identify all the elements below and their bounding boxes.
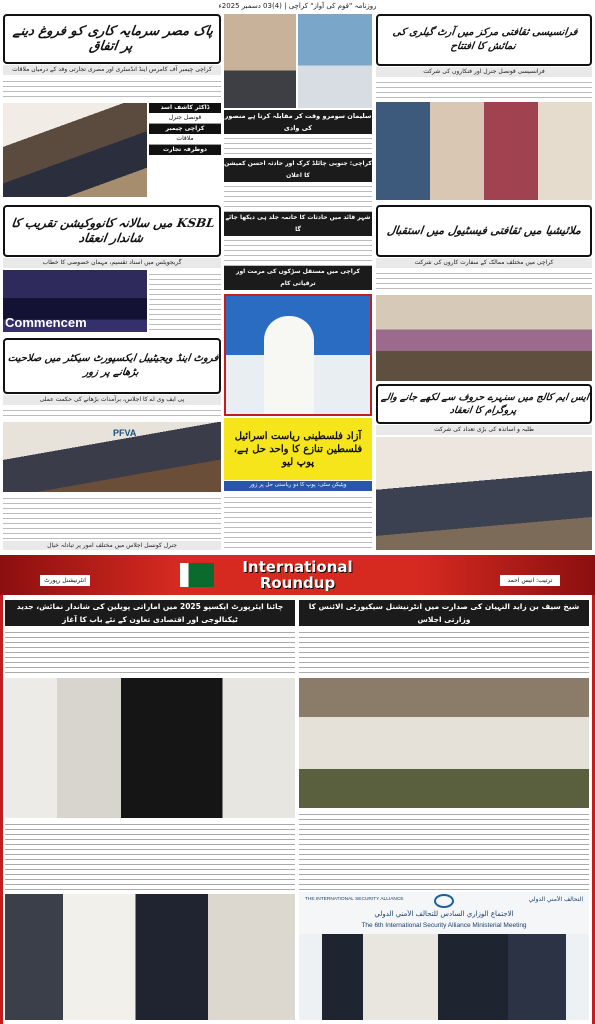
headline-text: آزاد فلسطینی ریاست اسرائیل فلسطین تنازع کا واحد حل ہے، پوپ لیو	[233, 430, 363, 468]
subline-bottom-left: جنرل کونسل اجلاس میں مختلف امور پر تبادلہ خیال	[3, 541, 221, 550]
sidebar-pakistan-egypt	[149, 103, 221, 197]
photo-pfva-meeting	[3, 422, 221, 492]
sidebar-item: کراچی چیمبر	[149, 124, 221, 134]
profile-line: کراچی میں مستقل سڑکوں کی مرمت اور ترقیاتی کام	[224, 266, 372, 290]
photo-expo-group	[5, 894, 295, 1020]
roundup-title-line2: Roundup	[259, 576, 336, 591]
body-french	[376, 78, 592, 100]
alliance-org-name: THE INTERNATIONAL SECURITY ALLIANCE	[305, 897, 404, 902]
sidebar-item: ملاقات	[149, 134, 221, 145]
headline-text: ملائیشیا میں ثقافتی فیسٹیول میں استقبال	[386, 224, 582, 237]
photo-portrait-left	[224, 14, 296, 108]
body-ksbl	[149, 270, 221, 332]
headline-pakistan-egypt	[3, 14, 221, 64]
headline-text: فرانسیسی ثقافتی مرکز میں آرٹ گیلری کی نمائش کا افتتاح	[391, 27, 579, 52]
body-security-alliance	[299, 628, 589, 676]
photo-expo-delegation	[5, 678, 295, 818]
profile-line: کراچی: جنوبی چائلڈ کرک اور حادثہ احسن کمیشن کا اعلان	[224, 158, 372, 182]
body-pakistan-egypt	[3, 77, 221, 101]
roundup-left-divider	[0, 595, 3, 1024]
pope-figure	[264, 316, 314, 416]
alliance-logo-icon	[434, 894, 454, 908]
headline-ksbl	[3, 205, 221, 257]
headline-text: KSBL میں سالانہ کانووکیشن تقریب کا شاندار انعقاد	[10, 216, 216, 245]
sidebar-item: دوطرفہ تجارت	[149, 145, 221, 155]
roundup-tag-left: انٹرنیشنل رپورٹ	[40, 575, 90, 586]
headline-text: ایس ایم کالج میں سنہرے حروف سے لکھے جانے والے پروگرام کا انعقاد	[380, 392, 590, 416]
subline-ism: طلبہ و اساتذہ کی بڑی تعداد کی شرکت	[376, 425, 592, 435]
photo-alliance-group	[299, 892, 589, 1020]
subline-french: فرانسیسی قونصل جنرل اور فنکاروں کی شرکت	[376, 67, 592, 77]
photo-ism	[376, 437, 592, 550]
alliance-event-title: The 6th International Security Alliance Ministerial Meeting	[361, 922, 527, 929]
alliance-delegates	[299, 934, 589, 1020]
profile-body	[224, 134, 372, 158]
photo-convocation	[3, 270, 147, 332]
headline-festival	[376, 205, 592, 257]
body-pfva	[3, 406, 221, 420]
profile-body	[224, 182, 372, 212]
convocation-banner-text: Commencem	[5, 315, 87, 330]
body-pope	[224, 493, 372, 550]
photo-security-meeting	[299, 678, 589, 808]
profile-line: سلیمان سومرو وقت کر مقابلہ کرتا ہے منصور کی وادی	[224, 112, 372, 132]
subline-pope: ویٹیکن سٹی: پوپ کا دو ریاستی حل پر زور	[224, 481, 372, 491]
headline-text: فروٹ اینڈ ویجیٹیبل ایکسپورٹ سیکٹر میں صلاحیت بڑھانے پر زور	[7, 353, 219, 378]
headline-airport-expo: چائنا ایئرپورٹ ایکسپو 2025 میں اماراتی پویلین کی شاندار نمائش، جدید ٹیکنالوجی اور اقتصادی تعاون کے نئے باب کا آغاز	[5, 600, 295, 626]
body-security-columns	[299, 810, 589, 890]
headline-pope	[224, 418, 372, 480]
photo-portrait-right	[298, 14, 372, 108]
roundup-tag-right: ترتیب: انیس احمد	[500, 575, 560, 586]
sidebar-item: ڈاکٹر کاشف اسد	[149, 103, 221, 113]
body-airport-expo	[5, 628, 295, 676]
body-expo-columns	[5, 820, 295, 892]
roundup-banner	[0, 555, 595, 595]
roundup-title-line1: International	[242, 560, 353, 575]
masthead: روزنامہ "قوم کی آواز" کراچی | (4)03 دسمبر 2025ء	[218, 2, 377, 10]
headline-security-alliance: شیخ سیف بن زاید النہیان کی صدارت میں انٹرنیشنل سیکیورٹی الائنس کا وزارتی اجلاس	[299, 600, 589, 626]
headline-french	[376, 14, 592, 66]
photo-pope	[224, 294, 372, 416]
photo-gallery	[376, 102, 592, 200]
alliance-event-arabic: الاجتماع الوزاري السادس للتحالف الأمني الدولي	[374, 910, 514, 918]
headline-ism	[376, 384, 592, 424]
headline-pfva	[3, 338, 221, 394]
subline-pfva: پی ایف وی اے کا اجلاس، برآمدات بڑھانے کی حکمت عملی	[3, 395, 221, 405]
profiles-column	[224, 110, 372, 290]
body-festival	[376, 269, 592, 293]
headline-text: پاک مصر سرمایہ کاری کو فروغ دینے پر اتفاق	[12, 24, 215, 54]
subline-ksbl: گریجویٹس میں اسناد تقسیم، مہمان خصوصی کا خطاب	[3, 258, 221, 268]
profile-line: شہر قائد میں حادثات کا خاتمہ جلد ہی دیکھا جائے گا	[224, 212, 372, 236]
photo-meeting	[3, 103, 147, 197]
profile-body	[224, 236, 372, 266]
subline-pakistan-egypt: کراچی چیمبر آف کامرس اینڈ انڈسٹری اور مصری تجارتی وفد کے درمیان ملاقات	[3, 65, 221, 75]
pfva-logo-text: PFVA	[113, 428, 137, 438]
sidebar-item: قونصل جنرل	[149, 113, 221, 124]
photo-festival	[376, 295, 592, 381]
alliance-org-arabic: التحالف الأمني الدولي	[528, 896, 583, 903]
subline-festival: کراچی میں مختلف ممالک کے سفارت کاروں کی شرکت	[376, 258, 592, 268]
